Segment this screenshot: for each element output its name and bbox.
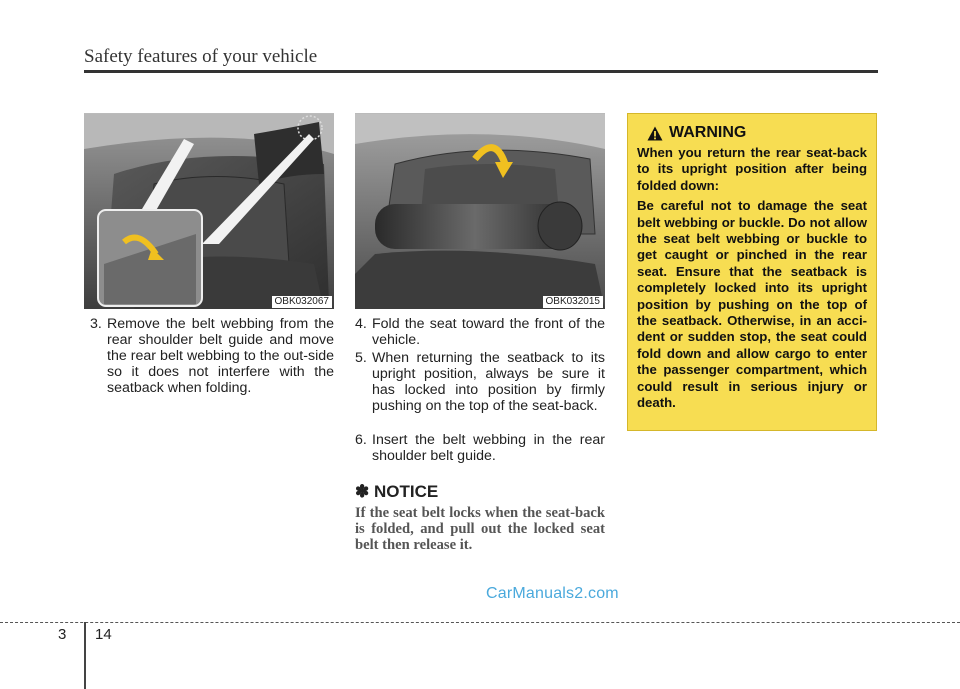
header-rule: [84, 70, 878, 73]
page-header-title: Safety features of your vehicle: [84, 46, 318, 67]
chapter-number: 3: [58, 626, 67, 643]
step-number: 3.: [90, 316, 102, 332]
step-number: 4.: [355, 316, 367, 332]
page-number: 14: [95, 626, 112, 643]
figure-rear-seat-belt-guide: [84, 113, 334, 309]
warning-title: WARNING: [669, 124, 747, 141]
step-4: [355, 316, 605, 348]
warning-triangle-icon: [647, 126, 663, 141]
figure-code: OBK032067: [272, 296, 333, 308]
warning-box: [627, 113, 877, 431]
step-text: When returning the seatback to its upright position, always be sure it has locked into position by firmly pushing on the top of the seat-back.: [372, 350, 605, 414]
footer-divider: [84, 622, 86, 689]
step-3: [90, 316, 334, 396]
footer-rule: [0, 622, 960, 623]
notice-heading: ✽ NOTICE: [355, 482, 439, 501]
step-number: 6.: [355, 432, 367, 448]
notice-body: If the seat belt locks when the seat-back is folded, and pull out the locked seat belt then release it.: [355, 505, 605, 553]
warning-paragraph: Be careful not to damage the seat belt webbing or buckle. Do not allow the seat belt webbing or buckle to get caught or pinched in the rear seat. Ensure that the seatback is completely locked into its upright position by pushing on the top of the seatback. Otherwise, in an acci-dent or sudden stop, the seat could fold down and allow cargo to enter the passenger compartment, which could result in serious injury or death.: [637, 198, 867, 411]
step-6: [355, 432, 605, 464]
step-number: 5.: [355, 350, 367, 366]
seatback-fold-photo: [355, 114, 605, 309]
step-text: Remove the belt webbing from the rear shoulder belt guide and move the rear belt webbing to the out-side so it does not interfere with the seatback when folding.: [107, 316, 334, 396]
watermark-link[interactable]: CarManuals2.com: [486, 585, 619, 602]
step-text: Fold the seat toward the front of the vehicle.: [372, 316, 605, 348]
rear-seat-belt-photo: [84, 114, 334, 309]
warning-title-row: [647, 124, 867, 142]
step-5: [355, 350, 605, 414]
figure-seatback-folding: [355, 113, 605, 309]
warning-paragraph: When you return the rear seat-back to its upright position after being folded down:: [637, 145, 867, 193]
step-text: Insert the belt webbing in the rear shoulder belt guide.: [372, 432, 605, 464]
figure-code: OBK032015: [543, 296, 604, 308]
